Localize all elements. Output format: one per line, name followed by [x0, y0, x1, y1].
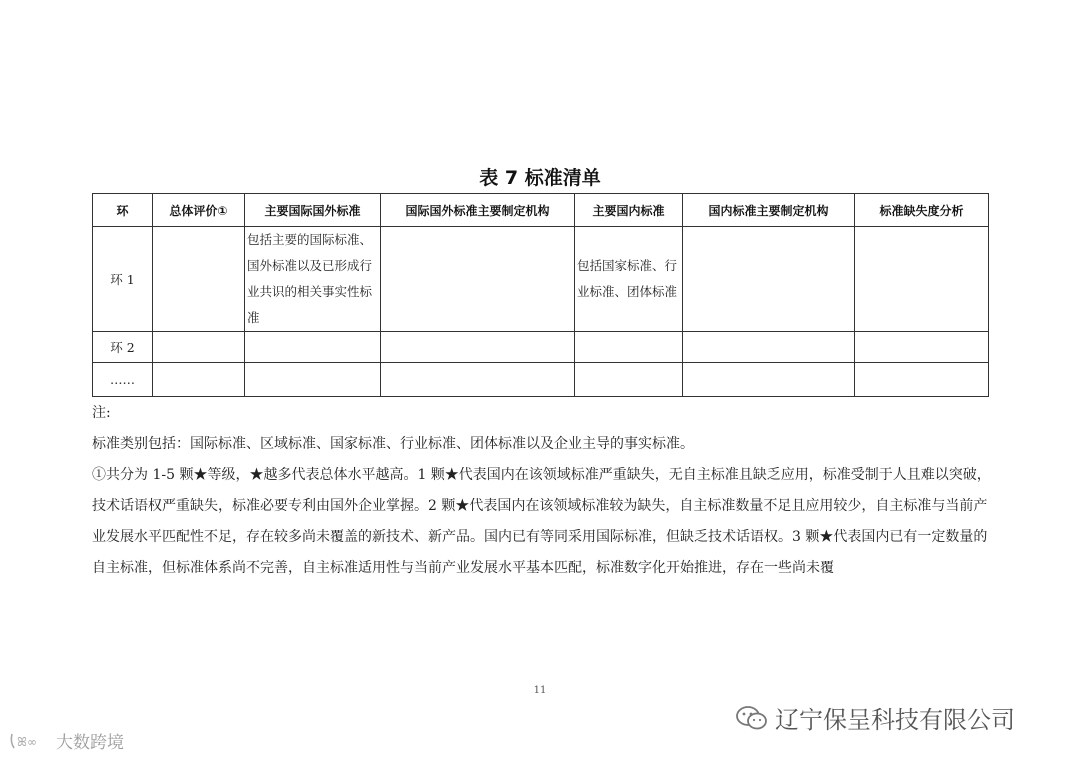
company-name: 辽宁保呈科技有限公司 — [775, 706, 1015, 734]
row-name: 环 2 — [93, 332, 153, 363]
notes-label: 注: — [92, 405, 111, 421]
column-header: 主要国际国外标准 — [245, 194, 381, 227]
table-cell — [153, 363, 245, 397]
table-cell — [575, 363, 683, 397]
table-cell — [855, 332, 989, 363]
notes-category: 标准类别包括：国际标准、区域标准、国家标准、行业标准、团体标准以及企业主导的事实标准。 — [92, 436, 694, 452]
table-cell — [245, 363, 381, 397]
table-cell — [245, 332, 381, 363]
svg-text:ꕤ∞: ꕤ∞ — [17, 734, 37, 749]
table-row — [93, 332, 989, 363]
page-number: 11 — [533, 685, 547, 696]
domestic-standards-cell: 包括国家标准、行业标准、团体标准 — [575, 227, 683, 332]
table-cell — [575, 332, 683, 363]
watermark — [8, 728, 124, 753]
table-cell — [381, 227, 575, 332]
column-header: 国际国外标准主要制定机构 — [381, 194, 575, 227]
table-cell — [683, 332, 855, 363]
company-brand — [735, 700, 1015, 735]
table-cell — [683, 363, 855, 397]
notes-rating: ①共分为 1-5 颗★等级，★越多代表总体水平越高。1 颗★代表国内在该领域标准严重缺失，无自主标准且缺乏应用，标准受制于人且难以突破，技术话语权严重缺失，标准必要专利由国外企业掌握。2 颗★代表国内在该领域标准较为缺失，自主标准数量不足且应用较少，自主标准与当前产业发展水平匹配性不足，存在较多尚未覆盖的新技术、新产品。国内已有等同采用国际标准，但缺乏技术话语权。3 颗★代表国内已有一定数量的自主标准，但标准体系尚不完善，自主标准适用性与当前产业发展水平基本匹配，标准数字化开始推进，存在一些尚未覆 — [92, 467, 991, 576]
table-cell — [855, 227, 989, 332]
table-cell — [381, 363, 575, 397]
table-cell — [683, 227, 855, 332]
standards-table — [92, 193, 989, 397]
row-name: 环 1 — [93, 227, 153, 332]
table-header-row — [93, 194, 989, 227]
table-cell — [153, 227, 245, 332]
column-header: 国内标准主要制定机构 — [683, 194, 855, 227]
page-title: 表 7 标准清单 — [479, 167, 601, 189]
table-cell — [153, 332, 245, 363]
intl-standards-cell: 包括主要的国际标准、国外标准以及已形成行业共识的相关事实性标准 — [245, 227, 381, 332]
logo-icon — [8, 730, 52, 752]
watermark-text: 大数跨境 — [56, 733, 124, 753]
column-header: 总体评价① — [153, 194, 245, 227]
table-cell — [855, 363, 989, 397]
column-header: 标准缺失度分析 — [855, 194, 989, 227]
row-name: …… — [93, 363, 153, 397]
column-header: 主要国内标准 — [575, 194, 683, 227]
table-cell — [381, 332, 575, 363]
column-header: 环 — [93, 194, 153, 227]
table-row — [93, 363, 989, 397]
notes-section — [92, 398, 992, 584]
table-row — [93, 227, 989, 332]
wechat-icon — [735, 704, 769, 732]
